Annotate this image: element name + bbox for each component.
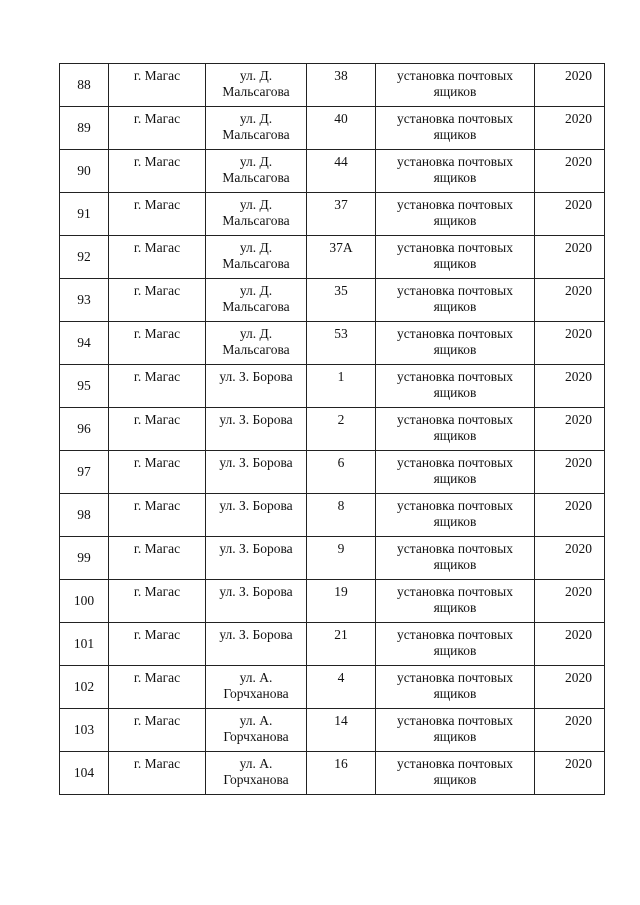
work-cell: установка почтовых ящиков: [376, 709, 535, 752]
row-number: 103: [60, 709, 109, 752]
city-cell: г. Магас: [109, 623, 206, 666]
street-cell: ул. З. Борова: [206, 580, 307, 623]
row-number: 91: [60, 193, 109, 236]
street-cell: ул. З. Борова: [206, 408, 307, 451]
work-cell: установка почтовых ящиков: [376, 150, 535, 193]
city-cell: г. Магас: [109, 408, 206, 451]
house-cell: 14: [307, 709, 376, 752]
work-cell: установка почтовых ящиков: [376, 193, 535, 236]
work-cell: установка почтовых ящиков: [376, 451, 535, 494]
year-cell: 2020: [535, 236, 605, 279]
house-cell: 37А: [307, 236, 376, 279]
house-cell: 4: [307, 666, 376, 709]
year-cell: 2020: [535, 537, 605, 580]
table-row: [60, 537, 605, 580]
row-number: 94: [60, 322, 109, 365]
year-cell: 2020: [535, 709, 605, 752]
table-row: [60, 623, 605, 666]
table-row: [60, 365, 605, 408]
house-cell: 6: [307, 451, 376, 494]
street-cell: ул. З. Борова: [206, 623, 307, 666]
house-cell: 1: [307, 365, 376, 408]
row-number: 93: [60, 279, 109, 322]
street-cell: ул. Д. Мальсагова: [206, 322, 307, 365]
row-number: 95: [60, 365, 109, 408]
work-cell: установка почтовых ящиков: [376, 752, 535, 795]
table-row: [60, 107, 605, 150]
table-row: [60, 666, 605, 709]
row-number: 99: [60, 537, 109, 580]
work-cell: установка почтовых ящиков: [376, 279, 535, 322]
row-number: 97: [60, 451, 109, 494]
street-cell: ул. А. Горчханова: [206, 752, 307, 795]
house-cell: 19: [307, 580, 376, 623]
row-number: 101: [60, 623, 109, 666]
work-cell: установка почтовых ящиков: [376, 580, 535, 623]
city-cell: г. Магас: [109, 451, 206, 494]
table-row: [60, 236, 605, 279]
house-cell: 53: [307, 322, 376, 365]
year-cell: 2020: [535, 322, 605, 365]
year-cell: 2020: [535, 107, 605, 150]
row-number: 100: [60, 580, 109, 623]
year-cell: 2020: [535, 666, 605, 709]
street-cell: ул. З. Борова: [206, 537, 307, 580]
table-row: [60, 64, 605, 107]
city-cell: г. Магас: [109, 150, 206, 193]
house-cell: 37: [307, 193, 376, 236]
address-table-body: [60, 64, 605, 795]
house-cell: 16: [307, 752, 376, 795]
table-row: [60, 494, 605, 537]
street-cell: ул. Д. Мальсагова: [206, 107, 307, 150]
work-cell: установка почтовых ящиков: [376, 408, 535, 451]
city-cell: г. Магас: [109, 580, 206, 623]
row-number: 104: [60, 752, 109, 795]
year-cell: 2020: [535, 64, 605, 107]
city-cell: г. Магас: [109, 537, 206, 580]
city-cell: г. Магас: [109, 236, 206, 279]
city-cell: г. Магас: [109, 193, 206, 236]
row-number: 88: [60, 64, 109, 107]
house-cell: 40: [307, 107, 376, 150]
street-cell: ул. Д. Мальсагова: [206, 150, 307, 193]
year-cell: 2020: [535, 365, 605, 408]
street-cell: ул. З. Борова: [206, 365, 307, 408]
work-cell: установка почтовых ящиков: [376, 537, 535, 580]
house-cell: 35: [307, 279, 376, 322]
row-number: 102: [60, 666, 109, 709]
table-row: [60, 408, 605, 451]
house-cell: 38: [307, 64, 376, 107]
row-number: 90: [60, 150, 109, 193]
table-row: [60, 709, 605, 752]
work-cell: установка почтовых ящиков: [376, 322, 535, 365]
work-cell: установка почтовых ящиков: [376, 236, 535, 279]
city-cell: г. Магас: [109, 107, 206, 150]
house-cell: 21: [307, 623, 376, 666]
work-cell: установка почтовых ящиков: [376, 365, 535, 408]
house-cell: 44: [307, 150, 376, 193]
street-cell: ул. А. Горчханова: [206, 709, 307, 752]
year-cell: 2020: [535, 451, 605, 494]
city-cell: г. Магас: [109, 752, 206, 795]
year-cell: 2020: [535, 623, 605, 666]
street-cell: ул. Д. Мальсагова: [206, 236, 307, 279]
row-number: 98: [60, 494, 109, 537]
address-table: [59, 63, 605, 795]
table-row: [60, 580, 605, 623]
city-cell: г. Магас: [109, 494, 206, 537]
table-row: [60, 451, 605, 494]
year-cell: 2020: [535, 752, 605, 795]
table-row: [60, 279, 605, 322]
street-cell: ул. З. Борова: [206, 494, 307, 537]
year-cell: 2020: [535, 193, 605, 236]
city-cell: г. Магас: [109, 365, 206, 408]
year-cell: 2020: [535, 408, 605, 451]
work-cell: установка почтовых ящиков: [376, 666, 535, 709]
table-row: [60, 322, 605, 365]
row-number: 89: [60, 107, 109, 150]
house-cell: 2: [307, 408, 376, 451]
year-cell: 2020: [535, 150, 605, 193]
work-cell: установка почтовых ящиков: [376, 623, 535, 666]
city-cell: г. Магас: [109, 666, 206, 709]
city-cell: г. Магас: [109, 709, 206, 752]
street-cell: ул. З. Борова: [206, 451, 307, 494]
city-cell: г. Магас: [109, 322, 206, 365]
row-number: 96: [60, 408, 109, 451]
year-cell: 2020: [535, 279, 605, 322]
street-cell: ул. Д. Мальсагова: [206, 64, 307, 107]
row-number: 92: [60, 236, 109, 279]
year-cell: 2020: [535, 494, 605, 537]
house-cell: 9: [307, 537, 376, 580]
work-cell: установка почтовых ящиков: [376, 64, 535, 107]
table-row: [60, 752, 605, 795]
work-cell: установка почтовых ящиков: [376, 494, 535, 537]
city-cell: г. Магас: [109, 279, 206, 322]
street-cell: ул. Д. Мальсагова: [206, 279, 307, 322]
street-cell: ул. А. Горчханова: [206, 666, 307, 709]
street-cell: ул. Д. Мальсагова: [206, 193, 307, 236]
city-cell: г. Магас: [109, 64, 206, 107]
table-row: [60, 150, 605, 193]
work-cell: установка почтовых ящиков: [376, 107, 535, 150]
year-cell: 2020: [535, 580, 605, 623]
table-row: [60, 193, 605, 236]
house-cell: 8: [307, 494, 376, 537]
